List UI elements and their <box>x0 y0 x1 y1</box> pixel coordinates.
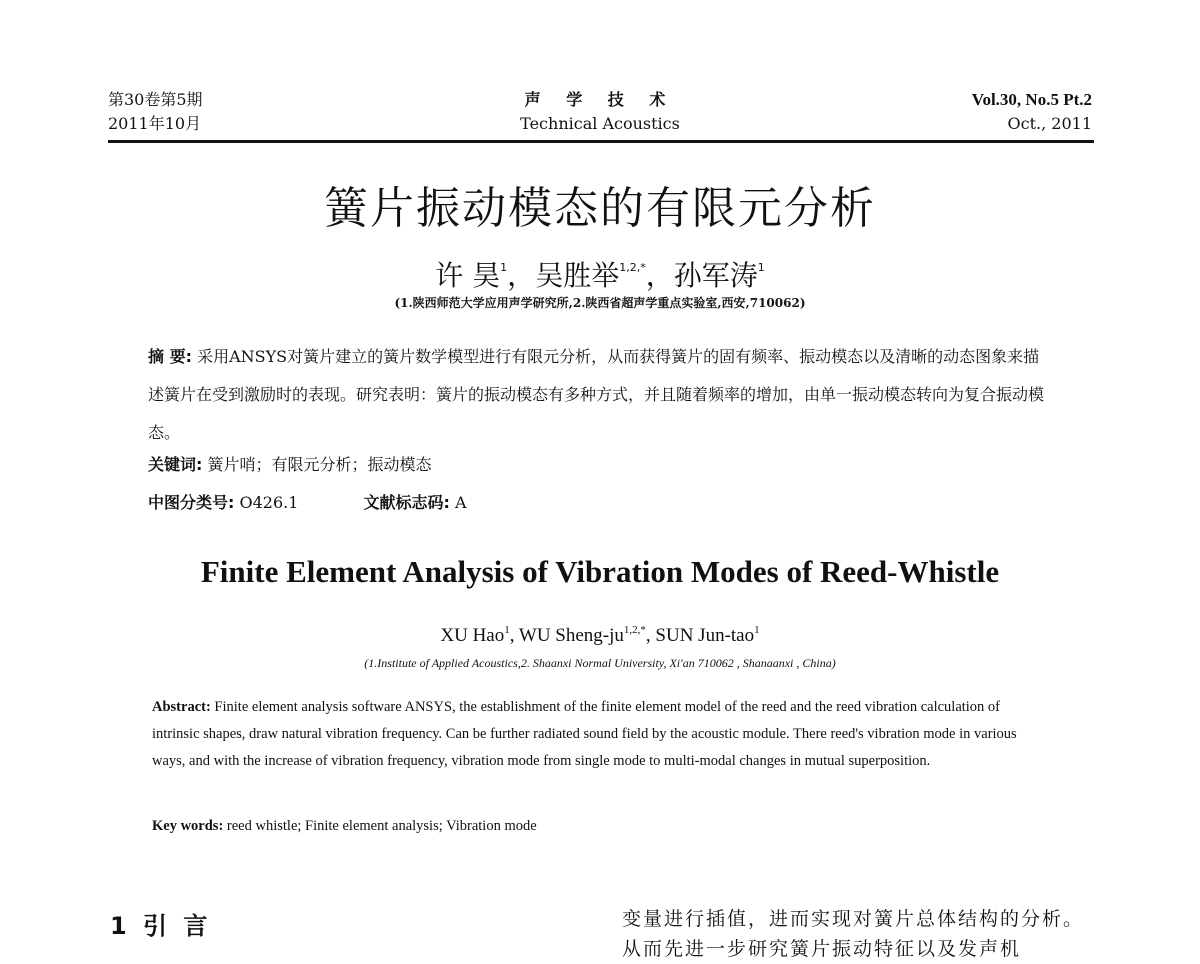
authors-en: XU Hao$^1$, WU Sheng-$ju^{1,2,*}$, SUN Jun-tao$^1$ <box>440 624 760 646</box>
body-text-column: 变量进行插值，进而实现对簧片总体结构的分析。从而先进一步研究簧片振动特征以及发声机 <box>622 908 1085 960</box>
abstract-cn <box>148 338 1048 452</box>
authors-cn: 许 昊$^1$，吴胜举$^{1,2,*}$，孙军涛$^1$ <box>435 259 765 292</box>
abstract-en <box>152 694 1042 775</box>
keywords-text-en: reed whistle; Finite element analysis; Vibration mode <box>226 818 537 834</box>
keywords-cn <box>148 452 432 475</box>
author-sup: 1,2,* <box>619 261 646 274</box>
author-sup: 1,2,* <box>623 624 646 636</box>
author-name: SUN Jun-tao <box>655 625 755 646</box>
classification-line <box>148 490 467 513</box>
abstract-text-cn: 采用ANSYS对簧片建立的簧片数学模型进行有限元分析，从而获得簧片的固有频率、振动模态以及清晰的动态图象来描述簧片在受到激励时的表现。研究表明：簧片的振动模态有多种方式，并且随着频率的增加，由单一振动模态转向为复合振动模态。 <box>148 347 1045 442</box>
abstract-label-en: Abstract: <box>152 699 211 715</box>
paper-title-cn: 簧片振动模态的有限元分析 <box>324 183 876 234</box>
author-sup: 1 <box>757 261 765 274</box>
journal-name-cn: 声 学 技 术 <box>524 90 676 109</box>
doc-code-value: A <box>455 493 467 512</box>
journal-header-right <box>972 88 1092 136</box>
keywords-label-cn: 关键词: <box>148 455 203 474</box>
author-sup: 1 <box>500 261 508 274</box>
keywords-en <box>152 818 537 835</box>
keywords-label-en: Key words: <box>152 818 224 834</box>
clc-label: 中图分类号: <box>148 493 235 512</box>
author-name: XU Hao <box>440 625 505 646</box>
journal-name-en: Technical Acoustics <box>520 114 680 133</box>
author-sup: 1 <box>504 624 510 636</box>
volume-issue-en: Vol.30, No.5 Pt.2 <box>971 90 1092 109</box>
volume-issue-cn: 第30卷第5期 <box>108 90 203 109</box>
header-rule <box>108 140 1094 143</box>
author-name: 许 昊 <box>435 259 501 292</box>
affiliation-en: (1.Institute of Applied Acoustics,2. Shaanxi Normal University, Xi'an 710062 , Shanaanxi , China) <box>364 656 836 670</box>
abstract-text-en: Finite element analysis software ANSYS, the establishment of the finite element model of the reed and the reed vibration calculation of intrinsic shapes, draw natural vibration frequency. Can be further radiated sound field by the acoustic module. There reed's vibration mode in various ways, and with the increase of vibration frequency, vibration mode from single mode to multi-modal changes in mutual superposition. <box>152 699 1017 769</box>
section-heading: 1 引 言 <box>110 912 212 940</box>
doc-code-label: 文献标志码: <box>363 493 450 512</box>
abstract-label-cn: 摘 要: <box>148 347 192 366</box>
date-en: Oct., 2011 <box>1007 114 1092 133</box>
doc-code <box>364 490 467 513</box>
author-name: WU Sheng-ju <box>518 625 624 646</box>
affiliation-cn: (1.陕西师范大学应用声学研究所,2.陕西省超声学重点实验室,西安,710062) <box>394 296 806 310</box>
keywords-text-cn: 簧片哨；有限元分析；振动模态 <box>207 455 432 474</box>
author-sup: 1 <box>754 624 760 636</box>
clc-value: O426.1 <box>239 493 299 512</box>
author-name: 孙军涛 <box>673 259 758 292</box>
date-cn: 2011年10月 <box>108 114 202 133</box>
paper-title-en: Finite Element Analysis of Vibration Modes of Reed-Whistle <box>200 554 1000 589</box>
author-name: 吴胜举 <box>535 259 620 292</box>
